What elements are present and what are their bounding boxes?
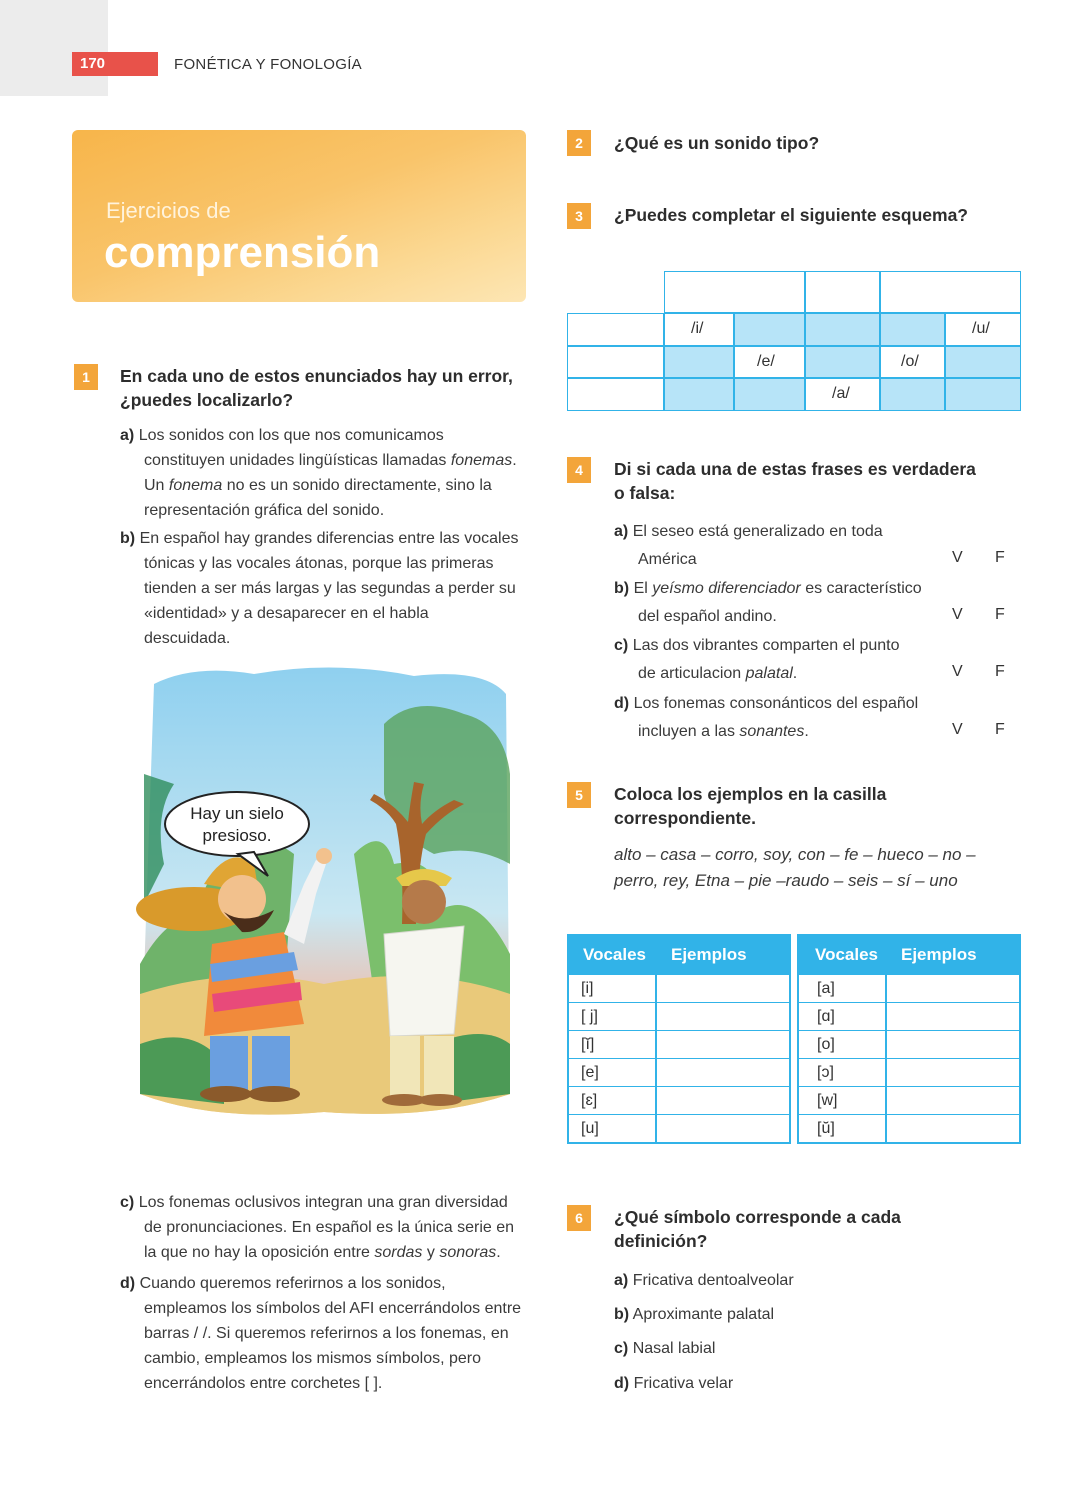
q1-a-l4: representación gráfica del sonido. <box>144 502 385 519</box>
q4-item-b <box>614 575 944 631</box>
table-row <box>569 1002 789 1030</box>
vowel-symbol: [ j] <box>581 1008 598 1025</box>
q4-a-false[interactable]: F <box>995 549 1005 566</box>
q5-title-line2: correspondiente. <box>614 808 756 828</box>
q4-c-true[interactable]: V <box>952 663 963 680</box>
schema-cell-i: /i/ <box>664 313 734 346</box>
q4-title-line1: Di si cada una de estas frases es verdadera <box>614 459 976 479</box>
page-number: 170 <box>72 52 158 76</box>
q1-c-label: c) <box>120 1194 135 1211</box>
q4-number: 4 <box>567 457 591 483</box>
schema-row2-label <box>567 346 664 378</box>
q6-title-line2: definición? <box>614 1231 708 1251</box>
q4-b-l2: del español andino. <box>638 608 777 625</box>
q4-d-false[interactable]: F <box>995 721 1005 738</box>
q4-item-c <box>614 632 944 688</box>
q4-c-l2a: de articulacion <box>638 665 746 682</box>
speech-line-2: presioso. <box>202 826 272 845</box>
q1-title-line2: ¿puedes localizarlo? <box>120 390 294 410</box>
vowel-symbol: [ŭ] <box>817 1120 835 1137</box>
col-ejemplos: Ejemplos <box>671 945 747 964</box>
q1-item-c <box>120 1190 540 1265</box>
schema-header-back <box>880 271 1021 313</box>
q1-a-l2c: . <box>512 452 517 469</box>
q1-item-d <box>120 1271 540 1396</box>
q1-title-line1: En cada uno de estos enunciados hay un error, <box>120 366 513 386</box>
q1-b-l5: descuidada. <box>144 630 231 647</box>
q6-a-text: Fricativa dentoalveolar <box>632 1272 794 1289</box>
q4-b-l1c: es característico <box>800 580 922 597</box>
vowel-symbol: [a] <box>817 980 835 997</box>
table-row <box>569 1114 789 1142</box>
q1-c-l3e: . <box>496 1244 501 1261</box>
q6-c-text: Nasal labial <box>632 1340 716 1357</box>
vowel-symbol: [ɛ] <box>581 1092 598 1109</box>
col-ejemplos: Ejemplos <box>901 945 977 964</box>
q4-d-l2c: . <box>804 723 809 740</box>
col-vocales: Vocales <box>583 945 647 964</box>
q1-d-l4: cambio, empleamos los mismos símbolos, pero <box>144 1350 482 1367</box>
q1-a-l3a: Un <box>144 477 169 494</box>
schema-cell <box>945 346 1021 378</box>
q5-number: 5 <box>567 782 591 808</box>
table-row <box>569 974 789 1002</box>
schema-cell <box>734 313 805 346</box>
q6-d-text: Fricativa velar <box>633 1375 734 1392</box>
q4-d-l1: Los fonemas consonánticos del español <box>633 695 919 712</box>
q1-a-l1: Los sonidos con los que nos comunicamos <box>138 427 444 444</box>
q4-item-d <box>614 690 944 746</box>
q4-a-l2: América <box>638 551 697 568</box>
q4-a-true[interactable]: V <box>952 549 963 566</box>
schema-cell <box>805 313 880 346</box>
q4-a-l1: El seseo está generalizado en toda <box>632 523 883 540</box>
q4-c-label: c) <box>614 637 629 654</box>
cartoon-illustration <box>134 664 512 1124</box>
q1-b-label: b) <box>120 530 136 547</box>
q1-b-l1: En español hay grandes diferencias entre las vocales <box>139 530 519 547</box>
q5-title-line1: Coloca los ejemplos en la casilla <box>614 784 887 804</box>
q6-item-d <box>614 1371 733 1396</box>
q4-c-l2c: . <box>792 665 798 682</box>
vowels-table-left <box>567 934 791 1144</box>
q1-item-a <box>120 423 540 523</box>
q5-examples-line2: perro, rey, Etna – pie –raudo – seis – sí – uno <box>614 871 958 890</box>
schema-row3-label <box>567 378 664 411</box>
exercise-title-box <box>72 130 526 302</box>
q1-a-l3c: no es un sonido directamente, sino la <box>222 477 492 494</box>
schema-cell <box>734 378 805 411</box>
q4-title-line2: o falsa: <box>614 483 676 503</box>
vowel-symbol: [u] <box>581 1120 599 1137</box>
schema-cell <box>880 313 945 346</box>
q1-c-l1: Los fonemas oclusivos integran una gran diversidad <box>138 1194 508 1211</box>
q4-a-label: a) <box>614 523 629 540</box>
q1-c-l3b: sordas <box>374 1244 423 1261</box>
schema-cell-e: /e/ <box>734 346 805 378</box>
q1-c-l3a: la que no hay la oposición entre <box>144 1244 375 1261</box>
q1-c-l3d: sonoras <box>439 1244 497 1261</box>
q6-b-text: Aproximante palatal <box>632 1306 775 1323</box>
schema-cell <box>880 378 945 411</box>
q1-a-l3b: fonema <box>168 477 223 494</box>
q1-c-l2: de pronunciaciones. En español es la única serie en <box>144 1219 515 1236</box>
vowel-symbol: [e] <box>581 1064 599 1081</box>
q1-number: 1 <box>74 364 98 390</box>
vowel-symbol: [ĭ] <box>581 1036 595 1053</box>
schema-cell-o: /o/ <box>880 346 945 378</box>
schema-cell <box>664 346 734 378</box>
title-line-1: Ejercicios de <box>106 198 231 223</box>
q1-d-l3: barras / /. Si queremos referirnos a los fonemas, en <box>144 1325 509 1342</box>
vowel-symbol: [i] <box>581 980 594 997</box>
q6-title <box>614 1205 901 1253</box>
q4-b-label: b) <box>614 580 630 597</box>
q6-d-label: d) <box>614 1375 630 1392</box>
q1-d-l5: encerrándolos entre corchetes [ ]. <box>144 1375 383 1392</box>
corner-shade <box>0 0 108 96</box>
vowel-symbol: [ɔ] <box>817 1064 834 1081</box>
speech-line-1: Hay un sielo <box>190 804 284 823</box>
table-row <box>799 1086 1019 1114</box>
schema-cell-u: /u/ <box>945 313 1021 346</box>
q2-title: ¿Qué es un sonido tipo? <box>614 133 820 153</box>
q4-c-l1: Las dos vibrantes comparten el punto <box>632 637 900 654</box>
q6-b-label: b) <box>614 1306 630 1323</box>
q2-number: 2 <box>567 130 591 156</box>
q1-d-l1: Cuando queremos referirnos a los sonidos, <box>139 1275 446 1292</box>
q4-b-l1a: El <box>633 580 653 597</box>
schema-cell-a: /a/ <box>805 378 880 411</box>
table-row <box>799 974 1019 1002</box>
vowels-table-right <box>797 934 1021 1144</box>
q6-title-line1: ¿Qué símbolo corresponde a cada <box>614 1207 901 1227</box>
section-title: FONÉTICA Y FONOLOGÍA <box>174 56 362 73</box>
q1-a-label: a) <box>120 427 135 444</box>
q4-c-l2b: palatal <box>745 665 793 682</box>
q5-examples-line1: alto – casa – corro, soy, con – fe – hueco – no – <box>614 845 976 864</box>
col-vocales: Vocales <box>815 945 879 964</box>
q1-b-l4: «identidad» y a desaparecer en el habla <box>144 605 429 622</box>
q3-title: ¿Puedes completar el siguiente esquema? <box>614 205 968 225</box>
q6-item-b <box>614 1302 774 1327</box>
q4-d-l2b: sonantes <box>739 723 805 740</box>
q1-d-label: d) <box>120 1275 136 1292</box>
table-row <box>569 1086 789 1114</box>
q5-title <box>614 782 886 830</box>
schema-cell <box>664 378 734 411</box>
schema-header-front <box>664 271 805 313</box>
vowel-symbol: [w] <box>817 1092 838 1109</box>
q4-b-l1b: yeísmo diferenciador <box>652 580 801 597</box>
q1-title <box>120 364 513 412</box>
q4-c-false[interactable]: F <box>995 663 1005 680</box>
table-row <box>799 1002 1019 1030</box>
q6-number: 6 <box>567 1205 591 1231</box>
q3-number: 3 <box>567 203 591 229</box>
schema-row1-label <box>567 313 664 346</box>
q1-item-b <box>120 526 540 651</box>
q6-item-c <box>614 1336 715 1361</box>
q4-title <box>614 457 976 505</box>
table-row <box>569 1058 789 1086</box>
q1-a-l2b: fonemas <box>450 452 513 469</box>
table-header <box>799 936 1019 974</box>
table-row <box>799 1030 1019 1058</box>
vowel-symbol: [ɑ] <box>817 1008 835 1025</box>
q1-c-l3c: y <box>422 1244 440 1261</box>
q1-b-l2: tónicas y las vocales átonas, porque las primeras <box>144 555 494 572</box>
schema-cell <box>805 346 880 378</box>
q1-d-l2: empleamos los símbolos del AFI encerrándolos entre <box>144 1300 522 1317</box>
table-row <box>799 1058 1019 1086</box>
q6-item-a <box>614 1268 794 1293</box>
title-line-2: comprensión <box>104 228 381 277</box>
q5-examples <box>614 842 994 894</box>
q1-a-l2a: constituyen unidades lingüísticas llamadas <box>144 452 451 469</box>
q6-c-label: c) <box>614 1340 629 1357</box>
table-row <box>569 1030 789 1058</box>
q4-b-false[interactable]: F <box>995 606 1005 623</box>
q4-item-a <box>614 518 944 574</box>
table-header <box>569 936 789 974</box>
q4-d-l2a: incluyen a las <box>638 723 740 740</box>
q4-b-true[interactable]: V <box>952 606 963 623</box>
q4-d-true[interactable]: V <box>952 721 963 738</box>
q6-a-label: a) <box>614 1272 629 1289</box>
table-row <box>799 1114 1019 1142</box>
vowel-symbol: [o] <box>817 1036 835 1053</box>
q1-b-l3: tienden a ser más largas y las segundas a perder su <box>144 580 516 597</box>
q4-d-label: d) <box>614 695 630 712</box>
schema-header-central <box>805 271 880 313</box>
schema-cell <box>945 378 1021 411</box>
